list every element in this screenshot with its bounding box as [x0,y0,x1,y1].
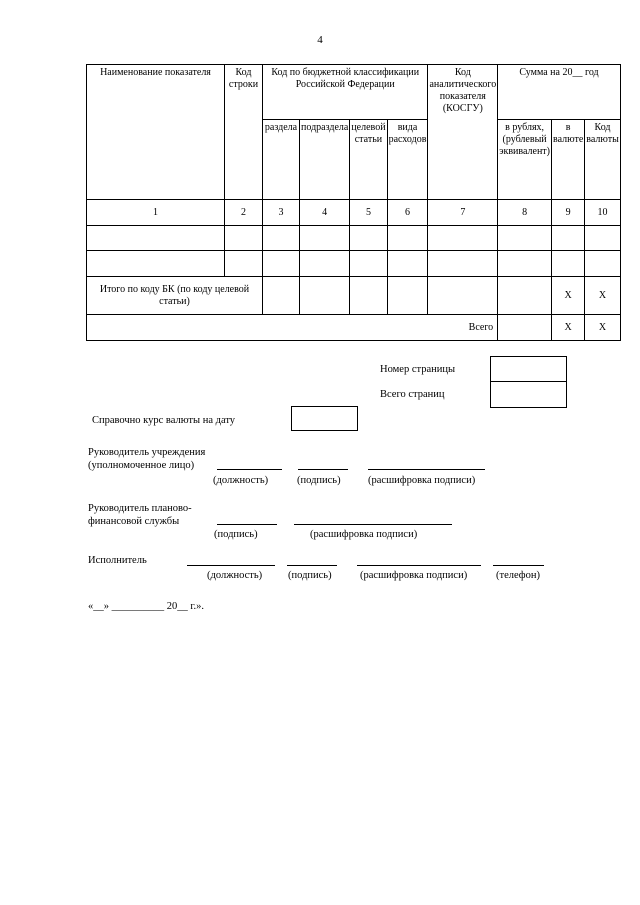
total-pages-label: Всего страниц [380,389,445,400]
empty-cell[interactable] [552,251,585,277]
head-label-2: (уполномоченное лицо) [88,460,195,471]
x-mark: X [585,277,621,315]
finance-decoding-line[interactable] [294,524,452,525]
empty-cell[interactable] [428,277,498,315]
header-line-code: Код строки [225,65,263,200]
empty-cell[interactable] [225,251,263,277]
col-num: 2 [225,200,263,226]
position-caption: (должность) [213,475,269,486]
empty-cell[interactable] [350,277,387,315]
head-decoding-line[interactable] [368,469,485,470]
empty-cell[interactable] [225,226,263,251]
decoding-caption: (расшифровка подписи) [368,475,476,486]
decoding-caption: (расшифровка подписи) [310,529,418,540]
position-caption: (должность) [207,570,263,581]
empty-cell[interactable] [263,277,300,315]
finance-label-1: Руководитель планово- [88,503,192,514]
empty-cell[interactable] [428,226,498,251]
head-signature-line[interactable] [298,469,348,470]
header-target: целевой статьи [350,120,387,200]
executor-signature-line[interactable] [287,565,337,566]
empty-cell[interactable] [498,315,552,341]
empty-cell[interactable] [498,251,552,277]
x-mark: X [585,315,621,341]
page-number-label: Номер страницы [380,364,456,375]
header-section: раздела [263,120,300,200]
empty-cell[interactable] [350,251,387,277]
empty-cell[interactable] [87,226,225,251]
head-label-1: Руководитель учреждения [88,447,206,458]
empty-cell[interactable] [585,251,621,277]
col-num: 10 [585,200,621,226]
page-number: 4 [317,34,323,46]
col-num: 5 [350,200,387,226]
finance-label-2: финансовой службы [88,516,180,527]
column-number-row [87,200,621,226]
empty-cell[interactable] [387,226,428,251]
empty-cell[interactable] [300,251,350,277]
head-position-line[interactable] [217,469,282,470]
col-num: 3 [263,200,300,226]
col-num: 1 [87,200,225,226]
date-line: «__» __________ 20__ г.». [88,601,204,612]
page-number-box[interactable] [490,356,567,382]
table-row [87,251,621,277]
header-analytic-code: Код аналитического показателя (КОСГУ) [428,65,498,200]
total-bk-label: Итого по коду БК (по коду целевой статьи) [87,277,263,315]
empty-cell[interactable] [263,251,300,277]
executor-position-line[interactable] [187,565,275,566]
total-pages-box[interactable] [490,381,567,408]
header-indicator-name: Наименование показателя [87,65,225,200]
empty-cell[interactable] [498,226,552,251]
exchange-rate-box[interactable] [291,406,358,431]
table-row [87,226,621,251]
col-num: 6 [387,200,428,226]
empty-cell[interactable] [498,277,552,315]
empty-cell[interactable] [387,251,428,277]
header-currency: в валюте [552,120,585,200]
total-label: Всего [87,315,498,341]
executor-phone-line[interactable] [493,565,544,566]
empty-cell[interactable] [350,226,387,251]
col-num: 4 [300,200,350,226]
signature-caption: (подпись) [297,475,341,486]
signature-caption: (подпись) [288,570,332,581]
col-num: 9 [552,200,585,226]
empty-cell[interactable] [87,251,225,277]
budget-table [86,64,621,341]
header-sum: Сумма на 20__ год [498,65,621,120]
empty-cell[interactable] [387,277,428,315]
header-currency-code: Код валюты [585,120,621,200]
header-subsection: подраздела [300,120,350,200]
signature-caption: (подпись) [214,529,258,540]
exchange-rate-label: Справочно курс валюты на дату [92,415,236,426]
x-mark: X [552,277,585,315]
total-bk-row [87,277,621,315]
empty-cell[interactable] [428,251,498,277]
empty-cell[interactable] [263,226,300,251]
col-num: 8 [498,200,552,226]
x-mark: X [552,315,585,341]
empty-cell[interactable] [552,226,585,251]
col-num: 7 [428,200,498,226]
decoding-caption: (расшифровка подписи) [360,570,468,581]
phone-caption: (телефон) [496,570,540,581]
finance-signature-line[interactable] [217,524,277,525]
executor-decoding-line[interactable] [357,565,481,566]
header-expense-type: вида расходов [387,120,428,200]
executor-label: Исполнитель [88,555,147,566]
header-bk-code: Код по бюджетной классификации Российской Федерации [263,65,428,120]
empty-cell[interactable] [585,226,621,251]
empty-cell[interactable] [300,226,350,251]
header-rubles: в рублях, (рублевый эквивалент) [498,120,552,200]
total-row [87,315,621,341]
empty-cell[interactable] [300,277,350,315]
